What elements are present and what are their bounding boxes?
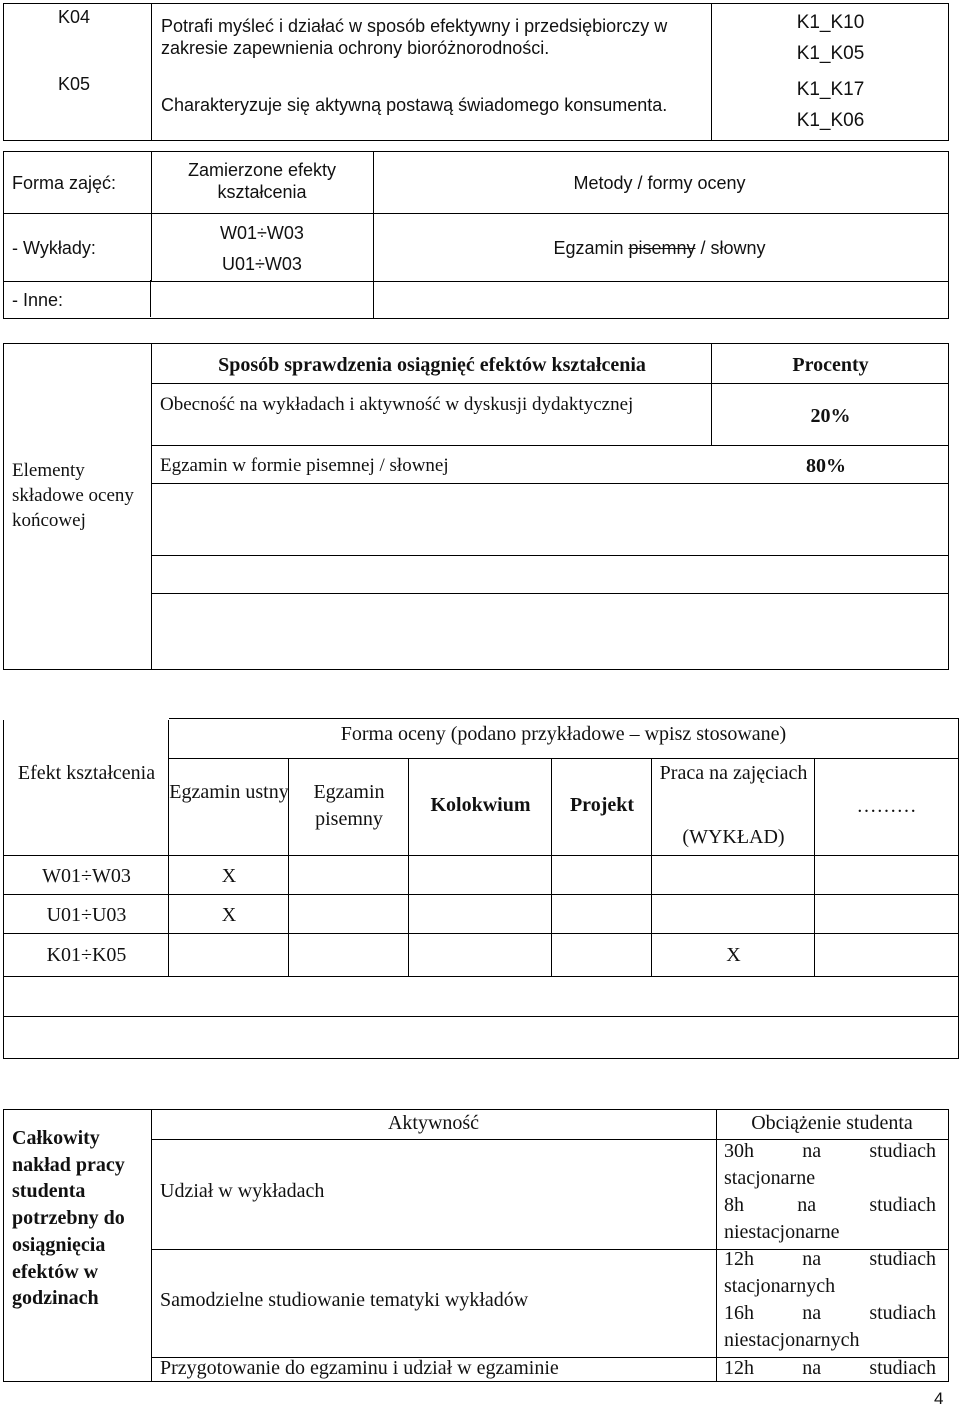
- self-study-load-a: 12h na studiach: [724, 1248, 936, 1270]
- ref-k1-k17: K1_K17: [796, 79, 865, 100]
- self-study: Samodzielne studiowanie tematyki wykładów: [160, 1289, 529, 1311]
- ref-k1-k05: K1_K05: [796, 43, 865, 64]
- effect-w: W01÷W03: [42, 865, 131, 887]
- project-header: Projekt: [569, 794, 635, 816]
- colloquium-header: Kolokwium: [430, 794, 531, 816]
- form-header: Forma oceny (podano przykładowe – wpisz stosowane): [340, 723, 787, 745]
- method-prefix: Egzamin: [553, 238, 624, 258]
- attendance-percent: 20%: [810, 405, 851, 427]
- row-u-more: [815, 895, 959, 934]
- lectures-effect-w: W01÷W03: [220, 223, 304, 243]
- lectures-label: - Wykłady:: [12, 238, 96, 258]
- method-struck: pisemny: [628, 238, 696, 258]
- other-row-divider: [150, 280, 151, 317]
- row-u-project: [552, 895, 652, 934]
- oral-header-cell: [169, 759, 289, 856]
- row-k-oral: [169, 934, 289, 977]
- form-header: Forma zajęć:: [12, 173, 117, 193]
- method-header: Sposób sprawdzenia osiągnięć efektów kształcenia: [218, 354, 646, 376]
- row-w-more: [815, 856, 959, 895]
- exam-text: Egzamin w formie pisemnej / słownej: [160, 455, 449, 476]
- empty-row-2: [152, 556, 949, 594]
- workload-label: Całkowity nakład pracy studenta potrzebny do osiągnięcia efektów w godzinach: [12, 1127, 125, 1310]
- effect-u: U01÷U03: [46, 904, 127, 926]
- mark-u-oral: X: [221, 904, 237, 926]
- description-k04: Potrafi myśleć i działać w sposób efektywny i przedsiębiorczy w zakresie zapewnienia ochrony bioróżnorodności.: [161, 16, 668, 58]
- self-study-load-b: 16h na studiach: [724, 1302, 936, 1324]
- percent-header: Procenty: [792, 354, 869, 376]
- page-number: 4: [934, 1389, 944, 1408]
- method-suffix: / słowny: [700, 238, 766, 258]
- load-header: Obciążenie studenta: [751, 1112, 913, 1134]
- exam-prep-load: 12h na studiach: [724, 1357, 936, 1379]
- attendance-text: Obecność na wykładach i aktywność w dyskusji dydaktycznej: [160, 394, 634, 415]
- exam-percent: 80%: [806, 455, 846, 477]
- row-w-classwork: [652, 856, 815, 895]
- other-label: - Inne:: [12, 290, 64, 310]
- ref-k1-k10: K1_K10: [796, 12, 865, 33]
- self-study-load-b2: niestacjonarnych: [724, 1329, 860, 1351]
- lecture-load-a: 30h na studiach: [724, 1140, 936, 1162]
- activity-header: Aktywność: [387, 1112, 480, 1134]
- mark-w-oral: X: [221, 865, 237, 887]
- row-k-colloquium: [409, 934, 552, 977]
- more-header: ………: [856, 795, 917, 817]
- lectures-method: [372, 237, 947, 259]
- lecture-load-a2: stacjonarne: [724, 1167, 816, 1189]
- written-header: Egzamin pisemny: [313, 781, 385, 830]
- row-u-colloquium: [409, 895, 552, 934]
- self-study-load-a2: stacjonarnych: [724, 1275, 836, 1297]
- classwork-subheader: (WYKŁAD): [682, 826, 785, 848]
- empty-row-1: [152, 484, 949, 556]
- row-k-project: [552, 934, 652, 977]
- row-w-colloquium: [409, 856, 552, 895]
- description-k05: Charakteryzuje się aktywną postawą świadomego konsumenta.: [161, 95, 668, 115]
- header-gap-mask: [3, 718, 169, 720]
- empty-row-3: [152, 594, 949, 670]
- ref-k1-k06: K1_K06: [796, 110, 865, 131]
- row-k-more: [815, 934, 959, 977]
- effect-header-cell: [4, 719, 169, 856]
- row-k-written: [289, 934, 409, 977]
- row-w-project: [552, 856, 652, 895]
- row-u-classwork: [652, 895, 815, 934]
- empty-row-b: [4, 1017, 959, 1059]
- code-k05: K05: [58, 74, 91, 94]
- row-w-written: [289, 856, 409, 895]
- exam-prep: Przygotowanie do egzaminu i udział w egzaminie: [160, 1357, 559, 1379]
- effects-header: Zamierzone efekty kształcenia: [187, 160, 337, 202]
- code-k04: K04: [58, 7, 91, 27]
- oral-header: Egzamin ustny: [169, 781, 289, 803]
- lecture-load-b2: niestacjonarne: [724, 1221, 840, 1243]
- other-methods-cell: [374, 282, 949, 319]
- methods-header: Metody / formy oceny: [573, 173, 746, 193]
- lecture-load-b: 8h na studiach: [724, 1194, 936, 1216]
- classwork-header: Praca na zajęciach: [659, 762, 808, 784]
- components-label: Elementy składowe oceny końcowej: [12, 460, 134, 531]
- empty-row-a: [4, 977, 959, 1017]
- mark-k-classwork: X: [726, 944, 741, 966]
- effect-k: K01÷K05: [46, 944, 127, 966]
- lectures-effect-u: U01÷W03: [222, 254, 302, 274]
- effect-header: Efekt kształcenia: [17, 762, 156, 784]
- lecture-attendance: Udział w wykładach: [160, 1180, 325, 1202]
- row-u-written: [289, 895, 409, 934]
